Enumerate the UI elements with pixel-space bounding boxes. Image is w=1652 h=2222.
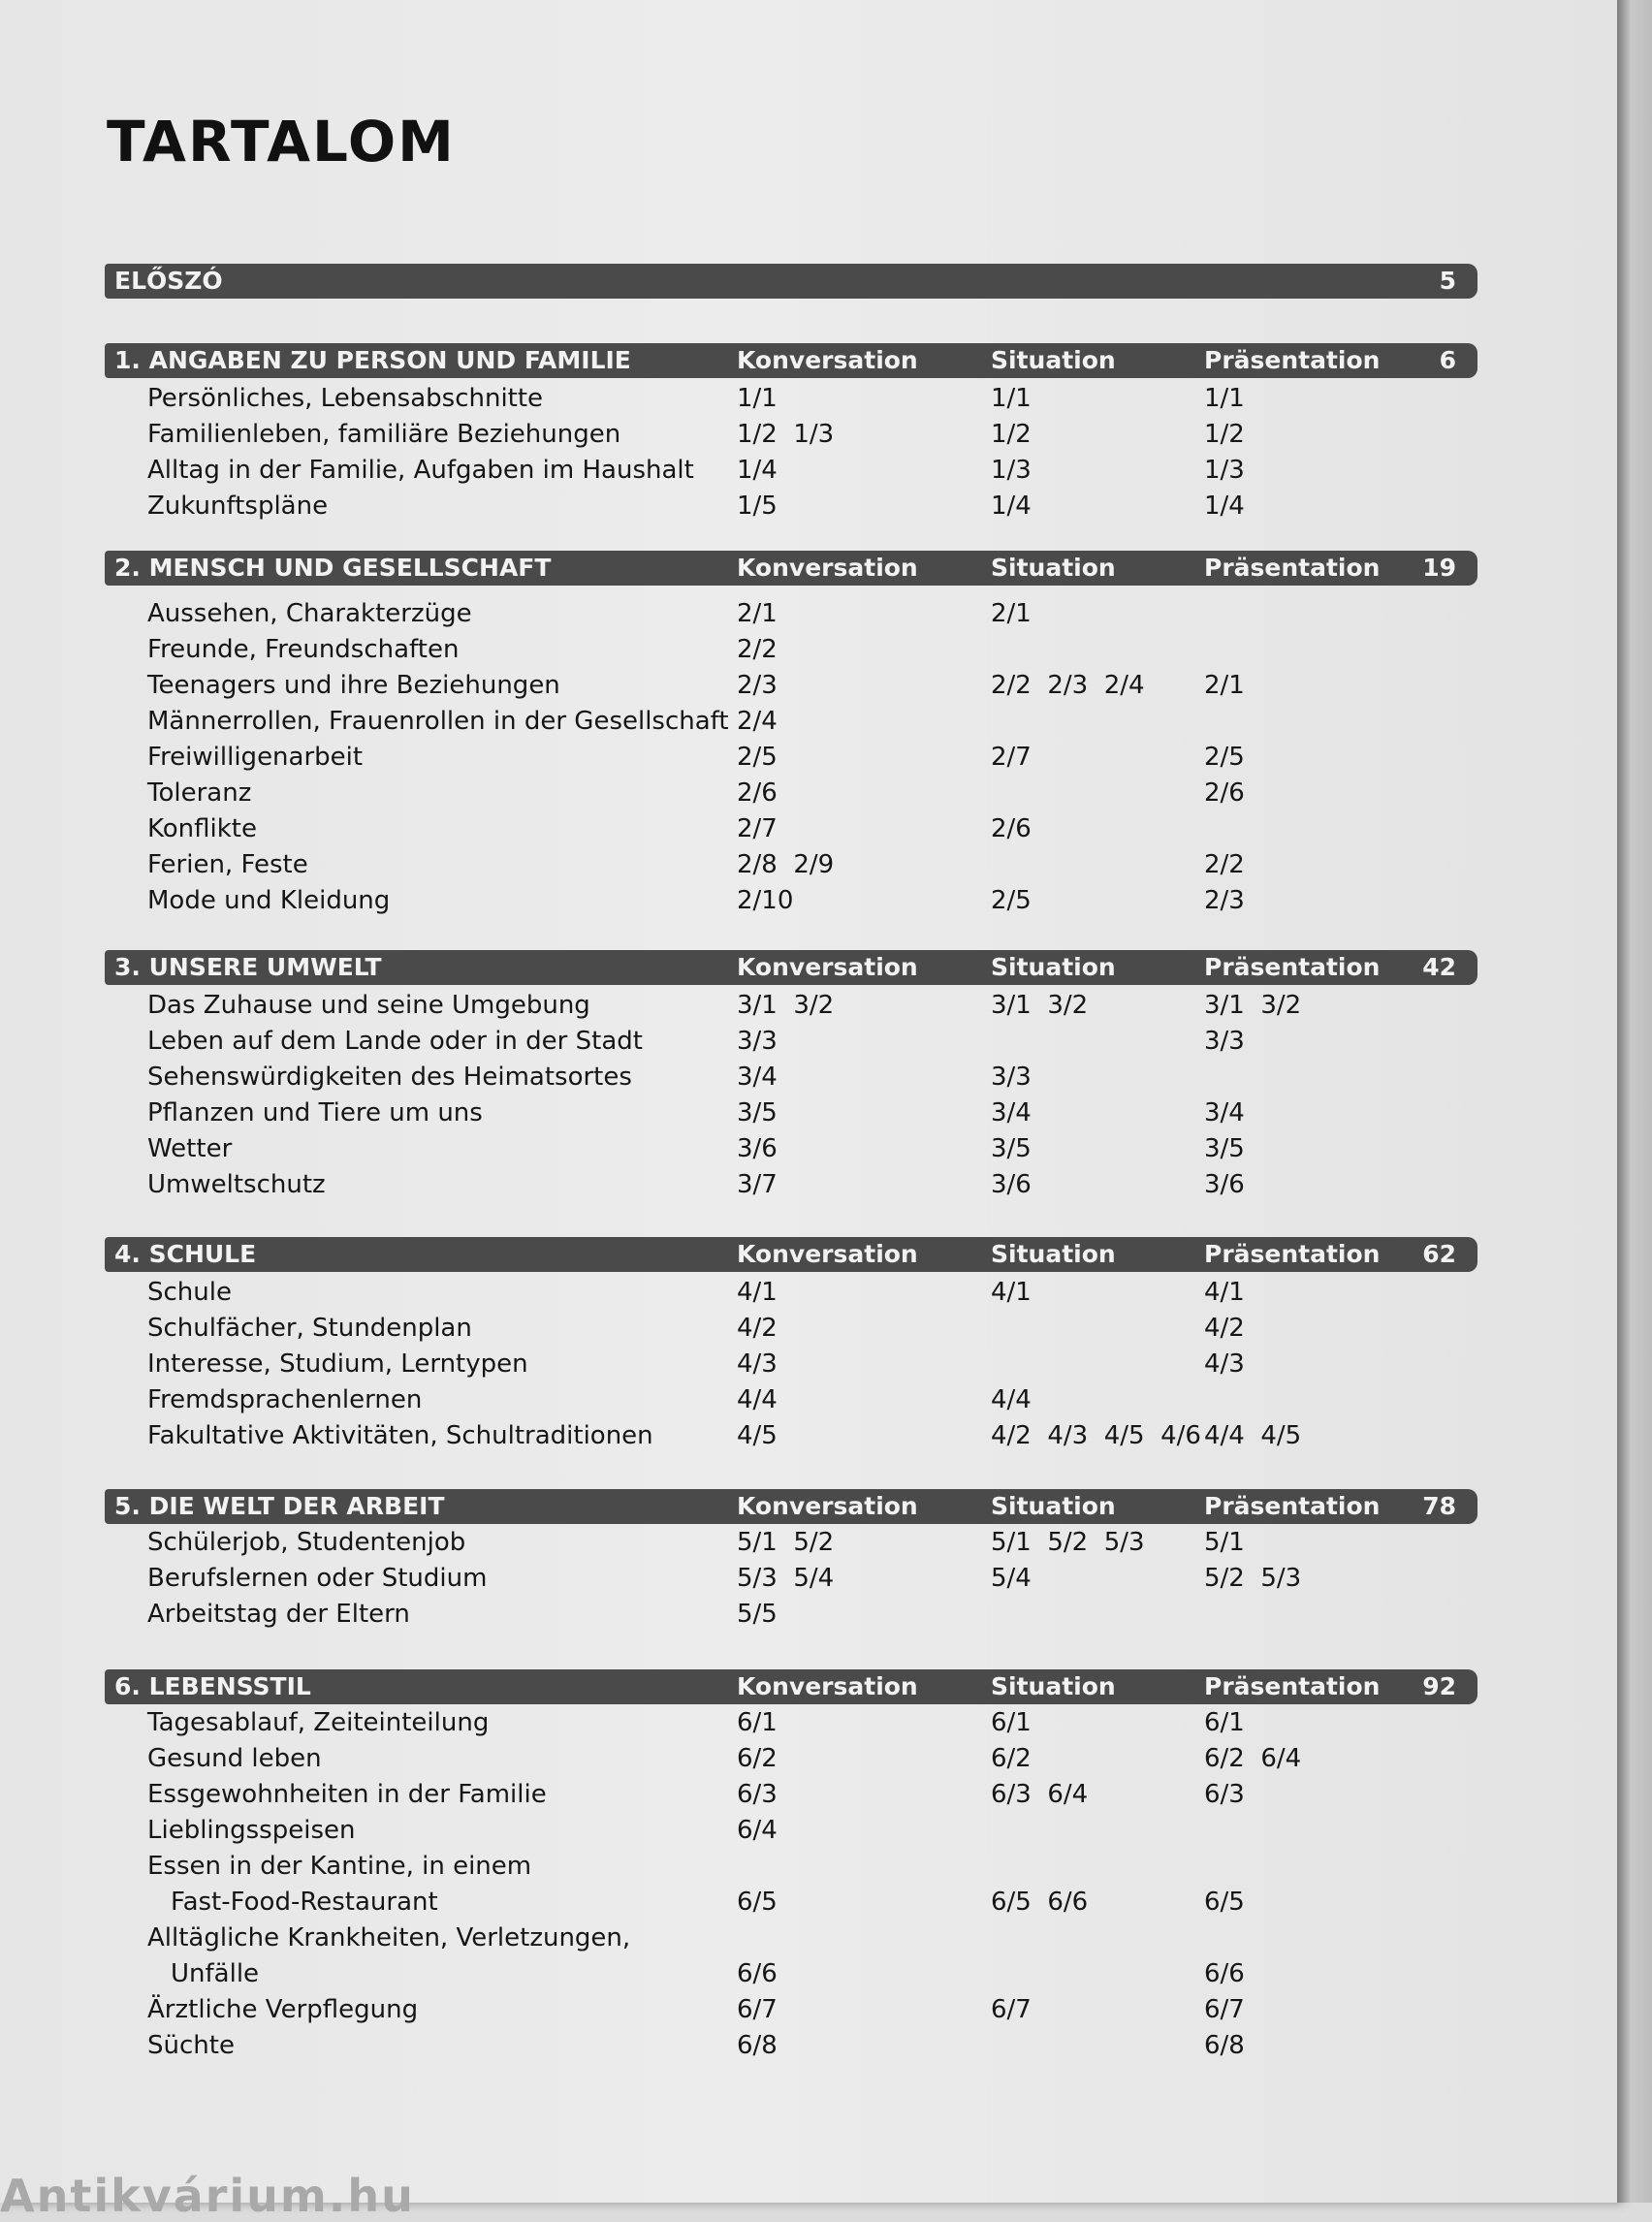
toc-row xyxy=(105,1708,1477,1744)
toc-row xyxy=(105,814,1477,850)
topic: Das Zuhause und seine Umgebung xyxy=(147,991,590,1020)
col-header-praesentation: Präsentation xyxy=(1204,1492,1381,1520)
col-header-praesentation: Präsentation xyxy=(1204,554,1381,582)
konversation-ref: 5/3 5/4 xyxy=(737,1564,835,1593)
toc-row xyxy=(105,1421,1477,1457)
col-header-konversation: Konversation xyxy=(737,1240,918,1268)
praesentation-ref: 2/2 xyxy=(1204,850,1245,879)
konversation-ref: 6/8 xyxy=(737,2031,778,2060)
konversation-ref: 6/5 xyxy=(737,1888,778,1917)
konversation-ref: 3/5 xyxy=(737,1098,778,1127)
topic: Fremdsprachenlernen xyxy=(147,1385,423,1414)
topic: Leben auf dem Lande oder in der Stadt xyxy=(147,1027,643,1056)
situation-ref: 2/6 xyxy=(991,814,1032,843)
topic: Aussehen, Charakterzüge xyxy=(147,599,472,628)
topic: Essen in der Kantine, in einem xyxy=(147,1852,532,1881)
topic: Mode und Kleidung xyxy=(147,886,391,915)
foreword-bar xyxy=(105,264,1477,299)
konversation-ref: 6/2 xyxy=(737,1744,778,1773)
toc-row xyxy=(105,991,1477,1027)
topic: Schülerjob, Studentenjob xyxy=(147,1528,466,1557)
section-page: 19 xyxy=(1422,554,1456,582)
section-title: 3. UNSERE UMWELT xyxy=(114,953,382,981)
topic: Teenagers und ihre Beziehungen xyxy=(147,671,560,700)
konversation-ref: 2/10 xyxy=(737,886,794,915)
section-page: 42 xyxy=(1422,953,1456,981)
praesentation-ref: 1/4 xyxy=(1204,492,1245,521)
konversation-ref: 1/2 1/3 xyxy=(737,420,835,449)
toc-row xyxy=(105,492,1477,527)
topic: Fakultative Aktivitäten, Schultraditionen xyxy=(147,1421,653,1450)
praesentation-ref: 6/8 xyxy=(1204,2031,1245,2060)
toc-row xyxy=(105,1744,1477,1780)
situation-ref: 1/3 xyxy=(991,456,1032,485)
toc-row xyxy=(105,1780,1477,1816)
praesentation-ref: 5/1 xyxy=(1204,1528,1245,1557)
toc-row xyxy=(105,1063,1477,1098)
col-header-situation: Situation xyxy=(991,346,1116,374)
toc-row xyxy=(105,1170,1477,1206)
toc-row xyxy=(105,2031,1477,2067)
situation-ref: 3/6 xyxy=(991,1170,1032,1199)
situation-ref: 2/5 xyxy=(991,886,1032,915)
col-header-situation: Situation xyxy=(991,1240,1116,1268)
konversation-ref: 4/5 xyxy=(737,1421,778,1450)
konversation-ref: 4/2 xyxy=(737,1314,778,1343)
col-header-praesentation: Präsentation xyxy=(1204,346,1381,374)
praesentation-ref: 1/2 xyxy=(1204,420,1245,449)
praesentation-ref: 2/3 xyxy=(1204,886,1245,915)
col-header-konversation: Konversation xyxy=(737,953,918,981)
konversation-ref: 4/1 xyxy=(737,1278,778,1307)
toc-row xyxy=(105,778,1477,814)
praesentation-ref: 4/4 4/5 xyxy=(1204,1421,1302,1450)
situation-ref: 3/5 xyxy=(991,1134,1032,1163)
topic: Familienleben, familiäre Beziehungen xyxy=(147,420,621,449)
situation-ref: 3/1 3/2 xyxy=(991,991,1089,1020)
topic: Ferien, Feste xyxy=(147,850,308,879)
konversation-ref: 6/3 xyxy=(737,1780,778,1809)
col-header-konversation: Konversation xyxy=(737,554,918,582)
konversation-ref: 6/7 xyxy=(737,1995,778,2024)
toc-row xyxy=(105,1098,1477,1134)
topic: Berufslernen oder Studium xyxy=(147,1564,488,1593)
col-header-praesentation: Präsentation xyxy=(1204,1672,1381,1700)
konversation-ref: 4/3 xyxy=(737,1349,778,1379)
konversation-ref: 2/4 xyxy=(737,707,778,736)
toc-row xyxy=(105,1959,1477,1995)
situation-ref: 6/1 xyxy=(991,1708,1032,1737)
section-4-header xyxy=(105,1237,1477,1272)
situation-ref: 1/2 xyxy=(991,420,1032,449)
konversation-ref: 2/6 xyxy=(737,778,778,808)
toc-row xyxy=(105,886,1477,922)
konversation-ref: 2/8 2/9 xyxy=(737,850,835,879)
praesentation-ref: 3/6 xyxy=(1204,1170,1245,1199)
topic: Persönliches, Lebensabschnitte xyxy=(147,384,544,413)
topic: Männerrollen, Frauenrollen in der Gesellschaft xyxy=(147,707,729,736)
col-header-situation: Situation xyxy=(991,953,1116,981)
section-title: 4. SCHULE xyxy=(114,1240,257,1268)
toc-row xyxy=(105,1385,1477,1421)
toc-row xyxy=(105,1314,1477,1349)
toc-row xyxy=(105,1600,1477,1635)
praesentation-ref: 6/7 xyxy=(1204,1995,1245,2024)
konversation-ref: 5/5 xyxy=(737,1600,778,1629)
konversation-ref: 2/1 xyxy=(737,599,778,628)
section-2-header xyxy=(105,551,1477,586)
konversation-ref: 6/1 xyxy=(737,1708,778,1737)
topic: Toleranz xyxy=(147,778,252,808)
situation-ref: 6/5 6/6 xyxy=(991,1888,1089,1917)
praesentation-ref: 6/6 xyxy=(1204,1959,1245,1988)
topic: Umweltschutz xyxy=(147,1170,326,1199)
watermark: Antikvárium.hu xyxy=(0,2170,415,2222)
topic: Sehenswürdigkeiten des Heimatsortes xyxy=(147,1063,632,1092)
praesentation-ref: 5/2 5/3 xyxy=(1204,1564,1302,1593)
situation-ref: 4/2 4/3 4/5 4/6 xyxy=(991,1421,1201,1450)
toc-row xyxy=(105,384,1477,420)
toc-row xyxy=(105,1349,1477,1385)
topic: Freiwilligenarbeit xyxy=(147,743,364,772)
praesentation-ref: 2/1 xyxy=(1204,671,1245,700)
situation-ref: 1/4 xyxy=(991,492,1032,521)
section-page: 78 xyxy=(1422,1492,1456,1520)
praesentation-ref: 2/5 xyxy=(1204,743,1245,772)
toc-row xyxy=(105,599,1477,635)
toc-row xyxy=(105,635,1477,671)
situation-ref: 2/2 2/3 2/4 xyxy=(991,671,1145,700)
praesentation-ref: 3/5 xyxy=(1204,1134,1245,1163)
topic: Interesse, Studium, Lerntypen xyxy=(147,1349,528,1379)
konversation-ref: 2/2 xyxy=(737,635,778,664)
col-header-konversation: Konversation xyxy=(737,1672,918,1700)
situation-ref: 4/1 xyxy=(991,1278,1032,1307)
praesentation-ref: 4/2 xyxy=(1204,1314,1245,1343)
topic: Zukunftspläne xyxy=(147,492,329,521)
konversation-ref: 1/1 xyxy=(737,384,778,413)
situation-ref: 6/3 6/4 xyxy=(991,1780,1089,1809)
col-header-praesentation: Präsentation xyxy=(1204,953,1381,981)
topic: Ärztliche Verpflegung xyxy=(147,1995,419,2024)
toc-row xyxy=(105,1027,1477,1063)
konversation-ref: 2/5 xyxy=(737,743,778,772)
konversation-ref: 2/3 xyxy=(737,671,778,700)
praesentation-ref: 3/3 xyxy=(1204,1027,1245,1056)
page-edge xyxy=(1617,0,1652,2203)
konversation-ref: 3/7 xyxy=(737,1170,778,1199)
konversation-ref: 4/4 xyxy=(737,1385,778,1414)
topic: Alltag in der Familie, Aufgaben im Haushalt xyxy=(147,456,694,485)
topic: Fast-Food-Restaurant xyxy=(171,1888,438,1917)
situation-ref: 2/1 xyxy=(991,599,1032,628)
praesentation-ref: 3/1 3/2 xyxy=(1204,991,1302,1020)
col-header-situation: Situation xyxy=(991,1492,1116,1520)
konversation-ref: 1/4 xyxy=(737,456,778,485)
situation-ref: 5/1 5/2 5/3 xyxy=(991,1528,1145,1557)
situation-ref: 5/4 xyxy=(991,1564,1032,1593)
col-header-konversation: Konversation xyxy=(737,346,918,374)
col-header-praesentation: Präsentation xyxy=(1204,1240,1381,1268)
situation-ref: 6/2 xyxy=(991,1744,1032,1773)
konversation-ref: 3/4 xyxy=(737,1063,778,1092)
col-header-konversation: Konversation xyxy=(737,1492,918,1520)
konversation-ref: 6/4 xyxy=(737,1816,778,1845)
praesentation-ref: 6/3 xyxy=(1204,1780,1245,1809)
foreword-page: 5 xyxy=(1439,267,1456,295)
toc-row xyxy=(105,1923,1477,1959)
section-title: 5. DIE WELT DER ARBEIT xyxy=(114,1492,445,1520)
toc-row xyxy=(105,671,1477,707)
praesentation-ref: 4/3 xyxy=(1204,1349,1245,1379)
section-title: 1. ANGABEN ZU PERSON UND FAMILIE xyxy=(114,346,631,374)
topic: Freunde, Freundschaften xyxy=(147,635,460,664)
topic: Unfälle xyxy=(171,1959,260,1988)
toc-row xyxy=(105,456,1477,492)
topic: Arbeitstag der Eltern xyxy=(147,1600,410,1629)
toc-row xyxy=(105,1995,1477,2031)
foreword-label: ELŐSZÓ xyxy=(114,267,223,295)
praesentation-ref: 2/6 xyxy=(1204,778,1245,808)
topic: Süchte xyxy=(147,2031,235,2060)
situation-ref: 3/3 xyxy=(991,1063,1032,1092)
topic: Schule xyxy=(147,1278,232,1307)
toc-row xyxy=(105,1816,1477,1852)
toc-row xyxy=(105,1134,1477,1170)
konversation-ref: 5/1 5/2 xyxy=(737,1528,835,1557)
topic: Alltägliche Krankheiten, Verletzungen, xyxy=(147,1923,631,1952)
toc-row xyxy=(105,1528,1477,1564)
praesentation-ref: 3/4 xyxy=(1204,1098,1245,1127)
konversation-ref: 1/5 xyxy=(737,492,778,521)
topic: Konflikte xyxy=(147,814,257,843)
topic: Tagesablauf, Zeiteinteilung xyxy=(147,1708,490,1737)
konversation-ref: 6/6 xyxy=(737,1959,778,1988)
toc-row xyxy=(105,743,1477,778)
topic: Pflanzen und Tiere um uns xyxy=(147,1098,483,1127)
konversation-ref: 3/3 xyxy=(737,1027,778,1056)
topic: Schulfächer, Stundenplan xyxy=(147,1314,472,1343)
col-header-situation: Situation xyxy=(991,1672,1116,1700)
praesentation-ref: 4/1 xyxy=(1204,1278,1245,1307)
situation-ref: 1/1 xyxy=(991,384,1032,413)
toc-row xyxy=(105,1278,1477,1314)
toc-row xyxy=(105,1852,1477,1888)
section-page: 92 xyxy=(1422,1672,1456,1700)
toc-row xyxy=(105,1888,1477,1923)
praesentation-ref: 1/1 xyxy=(1204,384,1245,413)
section-1-header xyxy=(105,343,1477,378)
toc-row xyxy=(105,850,1477,886)
situation-ref: 3/4 xyxy=(991,1098,1032,1127)
section-5-header xyxy=(105,1489,1477,1524)
page-title: TARTALOM xyxy=(107,109,456,175)
konversation-ref: 3/1 3/2 xyxy=(737,991,835,1020)
konversation-ref: 2/7 xyxy=(737,814,778,843)
topic: Gesund leben xyxy=(147,1744,322,1773)
praesentation-ref: 1/3 xyxy=(1204,456,1245,485)
section-page: 6 xyxy=(1439,346,1456,374)
toc-row xyxy=(105,707,1477,743)
situation-ref: 6/7 xyxy=(991,1995,1032,2024)
situation-ref: 2/7 xyxy=(991,743,1032,772)
toc-row xyxy=(105,1564,1477,1600)
section-6-header xyxy=(105,1669,1477,1704)
praesentation-ref: 6/2 6/4 xyxy=(1204,1744,1302,1773)
situation-ref: 4/4 xyxy=(991,1385,1032,1414)
section-3-header xyxy=(105,950,1477,985)
praesentation-ref: 6/5 xyxy=(1204,1888,1245,1917)
topic: Lieblingsspeisen xyxy=(147,1816,356,1845)
section-title: 2. MENSCH UND GESELLSCHAFT xyxy=(114,554,552,582)
toc-row xyxy=(105,420,1477,456)
praesentation-ref: 6/1 xyxy=(1204,1708,1245,1737)
topic: Wetter xyxy=(147,1134,233,1163)
col-header-situation: Situation xyxy=(991,554,1116,582)
topic: Essgewohnheiten in der Familie xyxy=(147,1780,547,1809)
section-title: 6. LEBENSSTIL xyxy=(114,1672,311,1700)
section-page: 62 xyxy=(1422,1240,1456,1268)
konversation-ref: 3/6 xyxy=(737,1134,778,1163)
